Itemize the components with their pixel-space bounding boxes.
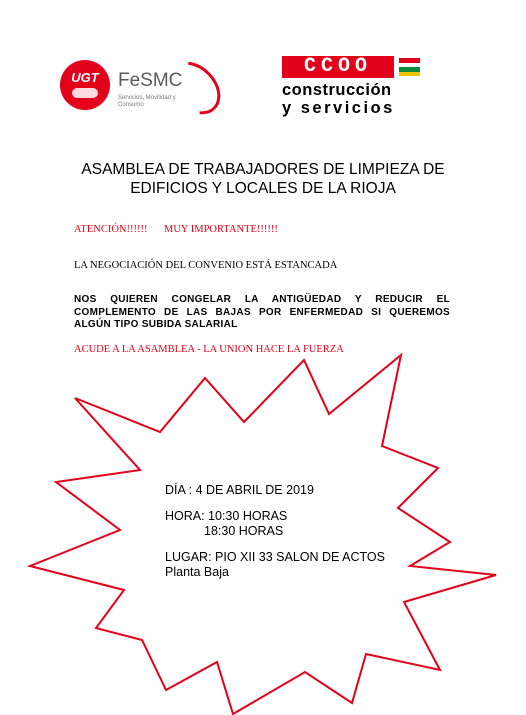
bold-paragraph-line3: ALGÚN TIPO SUBIDA SALARIAL — [74, 319, 238, 330]
title-line2: EDIFICIOS Y LOCALES DE LA RIOJA — [130, 180, 396, 197]
event-floor: Planta Baja — [165, 565, 229, 579]
title-line1: ASAMBLEA DE TRABAJADORES DE LIMPIEZA DE — [81, 161, 445, 178]
acude-text: ACUDE A LA ASAMBLEA - LA UNION HACE LA FUERZA — [74, 344, 344, 355]
ccoo-mark: CCOO — [282, 56, 394, 78]
negociacion-text: LA NEGOCIACIÓN DEL CONVENIO ESTÁ ESTANCADA — [74, 260, 338, 271]
bold-paragraph-line1: NOS QUIEREN CONGELAR LA ANTIGÜEDAD Y REDUCIR EL — [74, 294, 450, 305]
event-location: LUGAR: PIO XII 33 SALON DE ACTOS — [165, 550, 385, 564]
event-time-1: HORA: 10:30 HORAS — [165, 509, 288, 523]
event-time-2: 18:30 HORAS — [204, 524, 284, 538]
atencion-text: ATENCIÓN!!!!!! — [74, 224, 148, 235]
fesmc-subtitle: Servicios, Movilidad y Consumo — [118, 95, 176, 108]
fesmc-title: FeSMC — [118, 70, 183, 91]
bold-paragraph-line2: COMPLEMENTO DE LAS BAJAS POR ENFERMEDAD SI QUEREMOS — [74, 306, 450, 318]
ccoo-line1: construcción — [282, 81, 392, 99]
event-date: DÍA : 4 DE ABRIL DE 2019 — [165, 483, 314, 497]
ugt-mark: UGT — [71, 70, 99, 85]
importante-text: MUY IMPORTANTE!!!!!! — [164, 224, 278, 235]
ccoo-line2: y servicios — [282, 99, 395, 117]
